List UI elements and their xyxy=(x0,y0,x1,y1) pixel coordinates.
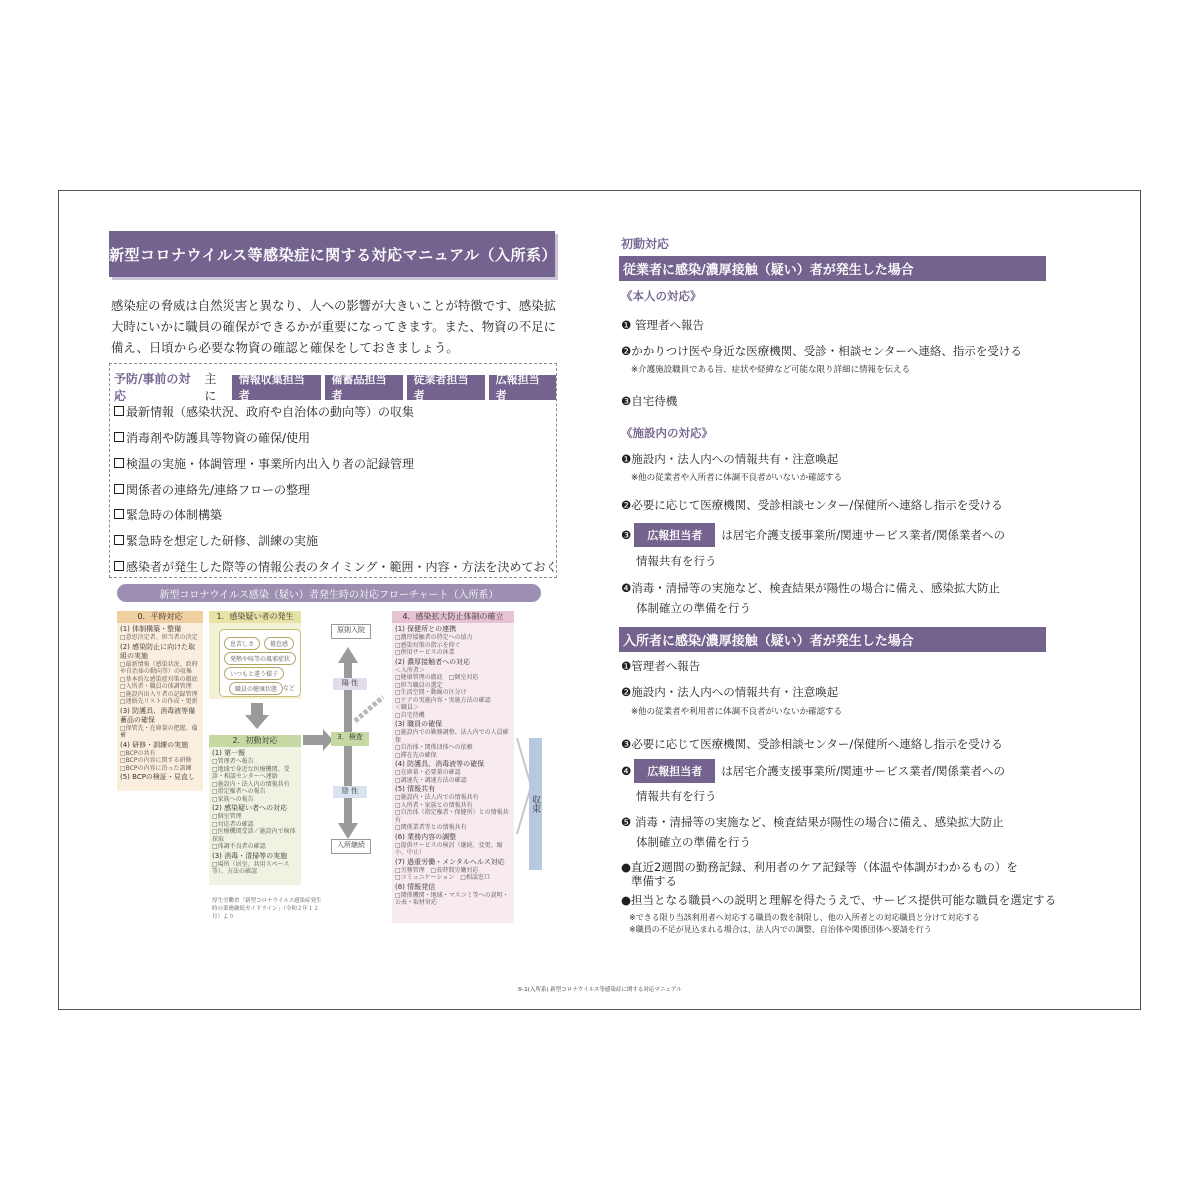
role-list xyxy=(232,375,556,400)
staff-step-3: ❸自宅待機 xyxy=(621,394,678,408)
symptom-pill: いつもと違う様子 xyxy=(224,667,284,680)
prevention-item: 最新情報（感染状況、政府や自治体の動向等）の収集 xyxy=(114,403,414,420)
facility-response-title: 《施設内の対応》 xyxy=(621,426,713,440)
flow-column-containment xyxy=(392,611,514,923)
resident-note-2: ※職員の不足が見込まれる場合は、法人内での調整、自治体や関係団体へ要請を行う xyxy=(629,925,932,934)
staff-case-bar: 従業者に感染/濃厚接触（疑い）者が発生した場合 xyxy=(619,256,1046,281)
checkbox-icon xyxy=(114,561,124,571)
resident-step-5: ❺ 消毒・清掃等の実施など、検査結果が陽性の場合に備え、感染拡大防止 xyxy=(621,815,1004,829)
flow-col2-body: (1) 第一報 □管理者へ報告 □地域で身近な医療機関、受診・相談センターへ連絡 □施設内・法人内の情報共有 □指定権者への報告 □家族への報告 (2) 感染疑い者への対応 □個室管理 □対応者の確認 □医療機関受診／施設内で検体採取 □体調不良者の確認 (3) 消毒・清掃等の実施 □場所（居室、共用スペース等）、方法の確認 xyxy=(212,749,296,875)
staff-step-2: ❷かかりつけ医や身近な医療機関、受診・相談センターへ連絡、指示を受ける xyxy=(621,344,1022,358)
facility-step-1: ❶施設内・法人内への情報共有・注意喚起 xyxy=(621,452,839,466)
prevention-item: 緊急時を想定した研修、訓練の実施 xyxy=(114,532,318,549)
flow-column-initial xyxy=(209,735,301,885)
label-negative: 陰 性 xyxy=(333,786,367,798)
staff-step-2-note: ※介護施設職員である旨、症状や経緯など可能な限り詳細に情報を伝える xyxy=(631,365,911,375)
resident-step-4: ❹ 広報担当者 は居宅介護支援事業所/関連サービス業者/関係業者への xyxy=(621,759,1005,783)
checkbox-icon xyxy=(114,535,124,545)
flow-col0-body: (1) 体制構築・整備 □意思決定者、担当者の決定 (2) 感染防止に向けた取組の実施 □最新情報（感染状況、政府や自治体の動向等）の収集 □基本的な感染症対策の徹底 □入所者・職員の体調管理 □施設内出入り者の記録管理 □連絡先リストの作成・更新 (3) 防護具、消毒液等備蓄品の確保 □保管先・在庫量の把握、備蓄 (4) 研修・訓練の実施 □BCPの共有 □BCPの内容に関する研修 □BCPの内容に沿った訓練 (5) BCPの検証・見直し xyxy=(120,625,198,781)
facility-step-4: ❹消毒・清掃等の実施など、検査結果が陽性の場合に備え、感染拡大防止 xyxy=(621,581,1000,595)
checkbox-icon xyxy=(114,406,124,416)
label-test: 3．検査 xyxy=(331,732,369,746)
label-continue-stay: 入所継続 xyxy=(331,839,371,854)
resident-step-1: ❶管理者へ報告 xyxy=(621,659,701,673)
role-stockpile: 備蓄品担当者 xyxy=(325,375,403,400)
flow-header-containment: 4．感染拡大防止体制の確立 xyxy=(392,611,514,623)
flow-header-initial: 2．初動対応 xyxy=(209,735,301,747)
symptom-pill: 職員の健康状態 xyxy=(229,682,283,695)
flowchart-title: 新型コロナウイルス感染（疑い）者発生時の対応フローチャート（入所系） xyxy=(117,584,541,602)
flow-header-suspect: 1．感染疑い者の発生 xyxy=(209,611,301,623)
facility-step-3: ❸ 広報担当者 は居宅介護支援事業所/関連サービス業者/関係業者への xyxy=(621,523,1005,547)
pr-officer-badge: 広報担当者 xyxy=(634,523,715,547)
symptom-pill: 倦怠感 xyxy=(264,637,294,650)
flowchart-source: 厚生労働省「新型コロナウイルス感染症発生時の業務継続ガイドライン」（令和２年１２月）より xyxy=(212,898,322,920)
page-footer: ⑤-1(入所系) 新型コロナウイルス等感染症に関する対応マニュアル xyxy=(517,987,682,993)
resident-case-bar: 入所者に感染/濃厚接触（疑い）者が発生した場合 xyxy=(619,627,1046,652)
resident-bullet-2: ●担当となる職員への説明と理解を得たうえで、サービス提供可能な職員を選定する xyxy=(621,893,1057,907)
role-pr: 広報担当者 xyxy=(489,375,556,400)
staff-step-1: ❶ 管理者へ報告 xyxy=(621,318,704,332)
label-hospitalization: 原則入院 xyxy=(331,624,371,639)
flow-col4-body: (1) 保健所との連携 □濃厚接触者の特定への協力 □感染対策の指示を仰ぐ □併用サービスの休業 (2) 濃厚接触者への対応 ＜入所者＞ □健康管理の徹底 □個室対応 □担当職員の選定 □生活空間・動線の区分け □ケアの実施内容・実施方法の確認 ＜職員＞ □自宅待機 (3) 職員の確保 □施設内での勤務調整、法人内での人員確保 □自治体・関係団体への依頼 □滞在先の確保 (4) 防護具、消毒液等の確保 □在庫量・必要量の確認 □調達先・調達方法の確認 (5) 情報共有 □施設内・法人内での情報共有 □入所者・家族との情報共有 □自治体（指定権者・保健所）との情報共有 □関係業者等との情報共有 (6) 業務内容の調整 □提供サービスの検討（継続、変更、縮小、中止） (7) 過重労働・メンタルヘルス対応 □労務管理 □長時間労働対応 □コミュニケーション □相談窓口 (8) 情報発信 □関係機関・地域・マスコミ等への説明・公表・取材対応 xyxy=(395,625,509,906)
checkbox-icon xyxy=(114,432,124,442)
prevention-box xyxy=(109,363,557,578)
role-info-collector: 情報収集担当者 xyxy=(232,375,321,400)
prevention-item: 感染者が発生した際等の情報公表のタイミング・範囲・内容・方法を決めておく xyxy=(114,558,558,575)
facility-step-1-note: ※他の従業者や入所者に体調不良者がいないか確認する xyxy=(631,473,843,483)
label-positive: 陽 性 xyxy=(333,678,367,690)
resident-note-1: ※できる限り当該利用者へ対応する職員の数を制限し、他の入所者との対応職員と分けて対応する xyxy=(629,913,980,922)
resident-bullet-1: ●直近2週間の勤務記録、利用者のケア記録等（体温や体調がわかるもの）を xyxy=(621,860,1018,874)
resident-bullet-1-cont: 準備する xyxy=(631,874,677,888)
flow-column-normal xyxy=(117,611,203,791)
prevention-item: 検温の実施・体調管理・事業所内出入り者の記録管理 xyxy=(114,455,414,472)
checkbox-icon xyxy=(114,509,124,519)
resident-step-4-cont: 情報共有を行う xyxy=(636,789,717,803)
checkbox-icon xyxy=(114,458,124,468)
prevention-item: 消毒剤や防護具等物資の確保/使用 xyxy=(114,429,310,446)
prevention-item: 関係者の連絡先/連絡フローの整理 xyxy=(114,481,310,498)
resident-step-3: ❸必要に応じて医療機関、受診相談センター/保健所へ連絡し指示を受ける xyxy=(621,737,1003,751)
facility-step-4-cont: 体制確立の準備を行う xyxy=(636,601,751,615)
pr-officer-badge: 広報担当者 xyxy=(634,759,715,783)
resident-step-5-cont: 体制確立の準備を行う xyxy=(636,835,751,849)
flow-header-normal: 0．平時対応 xyxy=(117,611,203,623)
prevention-header xyxy=(114,370,556,404)
symptom-pill: 発熱や咳等の風邪症状 xyxy=(224,652,296,665)
facility-step-2: ❷必要に応じて医療機関、受診相談センター/保健所へ連絡し指示を受ける xyxy=(621,498,1003,512)
role-staff: 従業者担当者 xyxy=(407,375,485,400)
prevention-main-label: 主に xyxy=(204,372,217,403)
prevention-title: 予防/事前の対応 xyxy=(114,372,191,403)
symptom-pill: 息苦しさ xyxy=(224,637,260,650)
intro-text: 感染症の脅威は自然災害と異なり、人への影響が大きいことが特徴です、感染拡大時にいかに職員の確保ができるかが重要になってきます。また、物資の不足に備え、日頃から必要な物資の確認と確保をしておきましょう。 xyxy=(111,298,557,355)
resident-step-2: ❷施設内・法人内への情報共有・注意喚起 xyxy=(621,685,839,699)
symptom-etc: など xyxy=(283,685,296,692)
arrow-down-icon xyxy=(245,703,269,729)
self-response-title: 《本人の対応》 xyxy=(621,289,702,303)
prevention-item: 緊急時の体制構築 xyxy=(114,506,222,523)
manual-page xyxy=(58,190,1141,1010)
checkbox-icon xyxy=(114,484,124,494)
label-convergence: 収束 xyxy=(529,738,542,870)
page-title: 新型コロナウイルス等感染症に関する対応マニュアル（入所系） xyxy=(109,231,555,277)
initial-response-label: 初動対応 xyxy=(621,237,670,251)
facility-step-3-cont: 情報共有を行う xyxy=(636,554,717,568)
resident-step-2-note: ※他の従業者や利用者に体調不良者がいないか確認する xyxy=(631,707,843,717)
